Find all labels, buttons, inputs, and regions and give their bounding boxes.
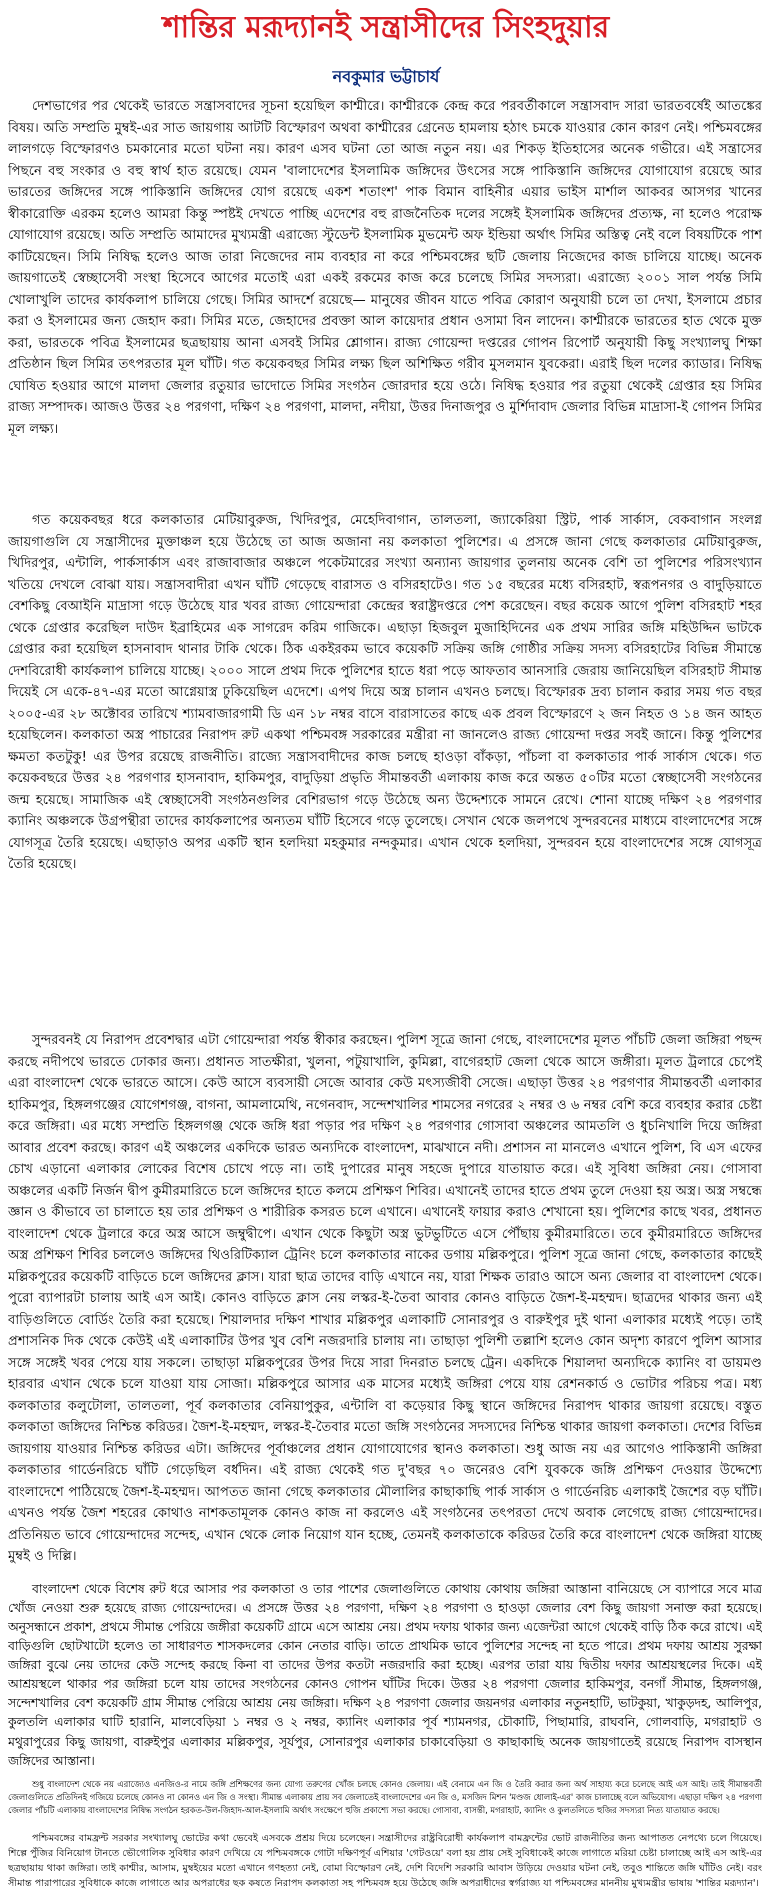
article-paragraph-6: পশ্চিমবঙ্গের বামফ্রন্ট সরকার সংখ্যালঘু ভোটের কথা ভেবেই এসবকে প্রশ্রয় দিয়ে চলেছেন। সন্ত্রাসীদের রাষ্ট্রবিরোধী কার্যকলাপ বামফ্রন্টের ভোট রাজনীতির জন্য আপাতত নেপথ্যে চলে গিয়েছে। শিল্পে পুঁজির বিনিয়োগ টানতে ভৌগোলিক সুবিধার কারণ দেখিয়ে যে পশ্চিমবঙ্গকে গোটা দক্ষিণপূর্ব এশিয়ার 'গেটওয়ে' বলা হয় প্রায় সেই সুবিধাকেই কাজে লাগাতে মরিয়া চেষ্টা চালাচ্ছে আই এস আই-এর ছত্রছায়ায় থাকা জঙ্গিরা। তাই কাশ্মীর, আসাম, মুম্বইয়ের মতো এখানে গণহত্যা নেই, বোমা বিস্ফোরণ নেই, দেশি বিদেশি সরকারি আবাস উড়িয়ে দেওয়ার ঘটনা নেই, তবুও শান্তিতে জঙ্গি ঘাঁটিও নেই। বরং সীমান্ত পারাপারের সুবিধাকে কাজে লাগাতে আর অপরাধের ছক কষতে নিরাপদ কলকাতা সহ পশ্চিমবঙ্গ হয়ে উঠেছে জঙ্গি অপরাধীদের স্বর্গরাজ্য যা পশ্চিমবঙ্গের মাননীয় মুখ্যমন্ত্রীর ভাষায় 'শান্তির মরূদ্যান'। — [8, 1833, 762, 1889]
article-paragraph-2: গত কয়েকবছর ধরে কলকাতার মেটিয়াবুরুজ, খিদিরপুর, মেহেদিবাগান, তালতলা, জ্যাকেরিয়া স্ট্রিট, পার্ক সার্কাস, বেকবাগান সংলগ্ন জায়গাগুলি যে সন্ত্রাসীদের মুক্তাঞ্চল হয়ে উঠেছে তা আজ অজানা নয় কলকাতা পুলিশের। এ প্রসঙ্গে জানা গেছে কলকাতার মেটিয়াবুরুজ, খিদিরপুর, এন্টালি, পার্কসার্কাস এবং রাজাবাজার অঞ্চলে পকেটমারের সংখ্যা অন্যান্য জায়গার তুলনায় অনেক বেশি তা পুলিশের পরিসংখ্যান খতিয়ে দেখলে বোঝা যায়। সন্ত্রাসবাদীরা এখন ঘাঁটি গেড়েছে বারাসত ও বসিরহাটেও। গত ১৫ বছরের মধ্যে বসিরহাট, স্বরূপনগর ও বাদুড়িয়াতে বেশকিছু বেআইনি মাদ্রাসা গড়ে উঠেছে যার খবর রাজ্য গোয়েন্দারা কেন্দ্রের স্বরাষ্ট্রদপ্তরে পেশ করেছেন। বছর কয়েক আগে পুলিশ বসিরহাট শহর থেকে গ্রেপ্তার করেছিল দাউদ ইব্রাহিমের এক সাগরেদ করিম গাজিকে। এছাড়া হিজবুল মুজাহিদিনের এক প্রথম সারির জঙ্গি মহিউদ্দিন ভাটকে গ্রেপ্তার করা হয়েছিল হাসনাবাদ থানার টাকি থেকে। ঠিক একইরকম ভাবে কয়েকটি সক্রিয় জঙ্গি গোষ্ঠীর সক্রিয় সদস্য বসিরহাটের বিভিন্ন সীমান্তে দেশবিরোধী কার্যকলাপ চালিয়ে যাচ্ছে। ২০০০ সালে প্রথম দিকে পুলিশের হাতে ধরা পড়ে আফতাব আনসারি জেরায় জানিয়েছিল বসিরহাট সীমান্ত দিয়েই সে একে-৪৭-এর মতো আগ্নেয়াস্ত্র ঢুকিয়েছিল এদেশে। এপথ দিয়ে অস্ত্র চালান এখনও চলছে। বিস্ফোরক দ্রব্য চালান করার সময় গত বছর ২০০৫-এর ২৮ অক্টোবর তারিখে শ্যামবাজারগামী ডি এন ১৮ নম্বর বাসে বারাসাতের কাছে এক প্রবল বিস্ফোরণে ২ জন নিহত ও ১৪ জন আহত হয়েছিলেন। কলকাতা অস্ত্র পাচারের নিরাপদ রুট একথা পশ্চিমবঙ্গ সরকারের মন্ত্রীরা না জানলেও রাজ্য গোয়েন্দা দপ্তর সবই জানে। কিন্তু পুলিশের ক্ষমতা কতটুকু! এর উপর রয়েছে রাজনীতি। রাজ্যে সন্ত্রাসবাদীদের কাজ চলছে হাওড়া বাঁকড়া, পাঁচলা বা কলকাতার পার্ক সার্কাস থেকে। গত কয়েকবছরে উত্তর ২৪ পরগণার হাসনাবাদ, হাকিমপুর, বাদুড়িয়া প্রভৃতি সীমান্তবর্তী এলাকায় কাজ করে অন্তত ৫০টির মতো স্বেচ্ছাসেবী সংগঠনের জন্ম হয়েছে। সামাজিক এই স্বেচ্ছাসেবী সংগঠনগুলির বেশিরভাগ গড়ে উঠেছে অন্য উদ্দেশ্যকে সামনে রেখে। শোনা যাচ্ছে দক্ষিণ ২৪ পরগণার ক্যানিং অঞ্চলকে উগ্রপন্থীরা তাদের কার্যকলাপের অন্যতম ঘাঁটি হিসেবে গড়ে তুলেছে। সেখান থেকে জলপথে সুন্দরবনের মাধ্যমে বাংলাদেশের সঙ্গে যোগসূত্র তৈরি হয়েছে। এছাড়াও অপর একটি স্থান হলদিয়া মহকুমার নন্দকুমার। এখান থেকে হলদিয়া, সুন্দরবন হয়ে বাংলাদেশের সঙ্গে যোগসূত্র তৈরি হয়েছে। — [8, 513, 762, 872]
article-byline: নবকুমার ভট্টাচার্য — [332, 67, 440, 86]
article-paragraph-1: দেশভাগের পর থেকেই ভারতে সন্ত্রাসবাদের সূচনা হয়েছিল কাশ্মীরে। কাশ্মীরকে কেন্দ্র করে পরবর্তীকালে সন্ত্রাসবাদ সারা ভারতবর্ষেই আতঙ্কের বিষয়। অতি সম্প্রতি মুম্বই-এর সাত জায়গায় আটটি বিস্ফোরণ অথবা কাশ্মীরের গ্রেনেড হামলায় হঠাৎ চমকে যাওয়ার কোন কারণ নেই। পশ্চিমবঙ্গের লালগড়ে বিস্ফোরণও চমকানোর মতো ঘটনা নয়। কারণ এসব ঘটনা তো আজ নতুন নয়। এর শিকড় ইতিহাসের অনেক গভীরে। এই সন্ত্রাসের পিছনে বহু সংকার ও বহু স্বার্থ হাত রয়েছে। যেমন 'বালাদেশের ইসলামিক জঙ্গিদের উৎসের সঙ্গে পাকিস্তানি জঙ্গিদের যোগাযোগ রয়েছে আর ভারতের জঙ্গিদের সঙ্গে পাকিস্তানি জঙ্গিদের যোগ রয়েছে একশ শতাংশ' পাক বিমান বাহিনীর এয়ার ভাইস মার্শাল আকবর আসগর খানের স্বীকারোক্তি এরকম হলেও আমরা কিন্তু স্পষ্টই দেখতে পাচ্ছি এদেশের বহু রাজনৈতিক দলের সঙ্গেই ইসলামিক জঙ্গিদের প্রত্যক্ষ, না হলেও পরোক্ষ যোগাযোগ রয়েছে। অতি সম্প্রতি আমাদের মুখ্যমন্ত্রী এরাজ্যে স্টুডেন্ট ইসলামিক মুভমেন্ট অফ ইন্ডিয়া অর্থাৎ সিমির অস্তিত্ব নেই বলে বিষয়টিকে পাশ কাটিয়েছেন। সিমি নিষিদ্ধ হলেও আজ তারা নিজেদের নাম ব্যবহার না করে পশ্চিমবঙ্গের ছটি জেলায় নিজেদের কাজ চালিয়ে যাচ্ছে। অনেক জায়গাতেই স্বেচ্ছাসেবী সংস্থা হিসেবে আগের মতোই এরা একই রকমের কাজ করে চলেছে সিমির সদস্যরা। এরাজ্যে ২০০১ সাল পর্যন্ত সিমি খোলাখুলি তাদের কার্যকলাপ চালিয়ে গেছে। সিমির আদর্শে রয়েছে— মানুষের জীবন যাতে পবিত্র কোরাণ অনুযায়ী চলে তা দেখা, ইসলামে প্রচার করা ও ইসলামের জন্য জেহাদ করা। সিমির মতে, জেহাদের প্রবক্তা আল কায়েদার প্রধান ওসামা বিন লাদেন। কাশ্মীরকে ভারতের হাত থেকে মুক্ত করা, ভারতকে পবিত্র ইসলামের ছত্রছায়ায় আনা এসবই সিমির শ্লোগান। রাজ্য গোয়েন্দা দপ্তরের গোপন রিপোর্ট অনুযায়ী কিছু সংখ্যালঘু শিক্ষা প্রতিষ্ঠান ছিল সিমির তৎপরতার মূল ঘাঁটি। গত কয়েকবছর সিমির লক্ষ্য ছিল অশিক্ষিত গরীব মুসলমান যুবকেরা। এরাই ছিল দলের ক্যাডার। নিষিদ্ধ ঘোষিত হওয়ার আগে মালদা জেলার রতুয়ার ভাদোতে সিমির সংগঠন জোরদার হয়ে ওঠে। নিষিদ্ধ হওয়ার পর রতুয়া থেকেই গ্রেপ্তার হয় সিমির রাজ্য সম্পাদক। আজও উত্তর ২৪ পরগণা, দক্ষিণ ২৪ পরগণা, মালদা, নদীয়া, উত্তর দিনাজপুর ও মুর্শিদাবাদ জেলার বিভিন্ন মাদ্রাসা-ই গোপন সিমির মূল লক্ষ্য। — [8, 99, 762, 437]
article-headline: শান্তির মরূদ্যানই সন্ত্রাসীদের সিংহদুয়ার — [162, 10, 610, 45]
article-paragraph-5: শুধু বাংলাদেশ থেকে নয় এরাজ্যেও এনজিও-র নামে জঙ্গি প্রশিক্ষণের জন্য যোগ্য তরুণের খোঁজ চলছে কোনও জেলায়। এই বেনামে এন জি ও তৈরি করার জন্য অর্থ সাহায্য করে চলেছে আই এস আই। তাই সীমান্তবর্তী জেলাগুলিতে প্রতিদিনই গজিয়ে চলেছে কোনও না কোনও এন জি ও সংস্থা। সীমান্ত এলাকায় প্রায় সব জেলাতেই বাংলাদেশের এন জি ও, মসজিদ মিশন 'মণ্ডজ ধোলাই-এর' কাজ চালাচ্ছে বলে অভিযোগ। এছাড়া দক্ষিণ ২৪ পরগণা জেলার পাঁচটি এলাকায় বাংলাদেশের নিষিদ্ধ সংগঠন হরকত-উল-জিহাদ-আল-ইসলামি অর্থাৎ সংক্ষেপে হুজি প্রকাশ্যে সভা করছে। গোসাবা, বাসন্তী, মগরাহাট, ক্যানিং ও কুলতলিতে হুজির সদস্যরা নিত্য যাতায়াত করছে। — [8, 1779, 762, 1816]
article-paragraph-4: বাংলাদেশ থেকে বিশেষ রুট ধরে আসার পর কলকাতা ও তার পাশের জেলাগুলিতে কোথায় কোথায় জঙ্গিরা আস্তানা বানিয়েছে সে ব্যাপারে সবে মাত্র খোঁজ নেওয়া শুরু হয়েছে রাজ্য গোয়েন্দাদের। এ প্রসঙ্গে উত্তর ২৪ পরগণা, দক্ষিণ ২৪ পরগণা ও হাওড়া জেলার বেশ কিছু জায়গা সনাক্ত করা হয়েছে। অনুসন্ধানে প্রকাশ, প্রথমে সীমান্ত পেরিয়ে জঙ্গীরা কয়েকটি গ্রামে এসে আশ্রয় নেয়। প্রথম দফায় থাকার জন্য এজেন্টরা আগে থেকেই বাড়ি ঠিক করে রাখে। এই বাড়িগুলি ছোটখাটো হলেও তা সাধারণত শাসকদলের কোন নেতার বাড়ি। তাতে প্রাথমিক ভাবে পুলিশের সন্দেহ না হতে পারে। প্রথম দফায় আশ্রয় সুরক্ষা জঙ্গিরা বুঝে নেয় তাদের কেউ সন্দেহ করছে কিনা বা তাদের উপর কতটা নজরদারি করা হচ্ছে। এরপর তারা যায় দ্বিতীয় দফার আশ্রয়স্থলের দিকে। এই আশ্রয়স্থলে থাকার পর জঙ্গিরা চলে যায় তাদের সংগঠনের কোনও গোপন ঘাঁটির দিকে। উত্তর ২৪ পরগণা জেলার হাকিমপুর, বনগাঁ সীমান্ত, হিঙ্গলগঞ্জ, সন্দেশখালির বেশ কয়েকটি গ্রাম সীমান্ত পেরিয়ে আশ্রয় নেয় জঙ্গিরা। দক্ষিণ ২৪ পরগণা জেলার জয়নগর এলাকার নতুনহাটি, ভাটকুয়া, খাকুড়দহ, আলিপুর, কুলতলি এলাকার ঘাটি হারানি, মালবেড়িয়া ১ নম্বর ও ২ নম্বর, ক্যানিং এলাকার পূর্ব শ্যামনগর, চৌকাটি, পিছামারি, রাঘবনি, গোলবাড়ি, মগরাহাট ও মথুরাপুরের কিছু জায়গা, বারুইপুর এলাকার মল্লিকপুর, সূর্যপুর, সোনারপুর এলাকার চাকাবেড়িয়া ও কাছাকাছি অনেক জায়গাতেই রয়েছে নিরাপদ বাসস্থান জঙ্গিদের আস্তানা। — [8, 1582, 762, 1768]
article-paragraph-3: সুন্দরবনই যে নিরাপদ প্রবেশদ্বার এটা গোয়েন্দারা পর্যন্ত স্বীকার করছেন। পুলিশ সূত্রে জানা গেছে, বাংলাদেশের মূলত পাঁচটি জেলা জঙ্গিরা পছন্দ করছে নদীপথে ভারতে ঢোকার জন্য। প্রধানত সাতক্ষীরা, খুলনা, পটুয়াখালি, কুমিল্লা, বাগেরহাট জেলা থেকে আসে জঙ্গীরা। মূলত ট্রলারে চেপেই এরা বাংলাদেশ থেকে ভারতে আসে। কেউ আসে ব্যবসায়ী সেজে আবার কেউ মৎস্যজীবী সেজে। এছাড়া উত্তর ২৪ পরগণার সীমান্তবর্তী এলাকার হাকিমপুর, হিঙ্গলগঞ্জের যোগেশগঞ্জ, বাগনা, আমলামেথি, নগেনবাদ, সন্দেশখালির শামসের নগরের ২ নম্বর ও ৬ নম্বর বেশি করে ব্যবহার করার চেষ্টা করে জঙ্গিরা। এর মধ্যে সম্প্রতি হিঙ্গলগঞ্জ থেকে জঙ্গি ধরা পড়ার পর দক্ষিণ ২৪ পরগণার গোসাবা অঞ্চলের আমতলি ও ধুচনিখালি দিয়ে জঙ্গিরা আবার প্রবেশ করছে। কারণ এই অঞ্চলের একদিকে ভারত অন্যদিকে বাংলাদেশ, মাঝখানে নদী। প্রশাসন না মানলেও এখানে পুলিশ, বি এস এফের চোখ এড়ানো এলাকার লোকের বিশেষ চোখে পড়ে না। তাই দুপারের মানুষ সহজে দুপারে যাতায়াত করে। এই সুবিধা জঙ্গিরা নেয়। গোসাবা অঞ্চলের একটি নির্জন দ্বীপ কুমীরমারিতে চলে জঙ্গিদের হাতে কলমে প্রশিক্ষণ শিবির। এখানেই তাদের হাতে প্রথম তুলে দেওয়া হয় অস্ত্র। অস্ত্র সম্বন্ধে জ্ঞান ও কীভাবে তা চালাতে হয় তার প্রশিক্ষণ ও শারীরিক কসরত চলে এখানে। এখানেই ফায়ার করাও শেখানো হয়। পুলিশের কাছে খবর, প্রধানত বাংলাদেশ থেকে ট্রলারে করে অস্ত্র আসে জম্বুদ্বীপে। এখান থেকে কিছুটা অস্ত্র ভুটভুটিতে এসে পৌঁছায় কুমীরমারিতে। তবে কুমীরমারিতে জঙ্গিদের অস্ত্র প্রশিক্ষণ শিবির চললেও জঙ্গিদের থিওরিটিক্যাল ট্রেনিং চলে কলকাতার নাকের ডগায় মল্লিকপুরে। পুলিশ সূত্রে জানা গেছে, কলকাতার কাছেই মল্লিকপুরের কয়েকটি বাড়িতে চলে জঙ্গিদের ক্লাস। যারা ছাত্র তাদের বাড়ি এখানে নয়, যারা শিক্ষক তারাও আসে অন্য জেলার বা বাংলাদেশ থেকে। পুরো ব্যাপারটা চালায় আই এস আই। কোনও বাড়িতে ক্লাস নেয় লস্কর-ই-তৈবা আবার কোনও বাড়িতে জৈশ-ই-মহম্মদ। ছাত্রদের থাকার জন্য এই বাড়িগুলিতে বোর্ডিং তৈরি করা হয়েছে। শিয়ালদার দক্ষিণ শাখার মল্লিকপুর এলাকাটি সোনারপুর ও বারুইপুর দুই থানা এলাকার মধ্যেই পড়ে। তাই প্রশাসনিক দিক থেকে কেউই এই এলাকাটির উপর খুব বেশি নজরদারি চালায় না। তাছাড়া পুলিশী তল্লাশি হলেও কোন অদৃশ্য কারণে পুলিশ আসার সঙ্গে সঙ্গেই খবর পেয়ে যায় সকলে। তাছাড়া মল্লিকপুরের উপর দিয়ে সারা দিনরাত চলছে ট্রেন। একদিকে শিয়ালদা অন্যদিকে ক্যানিং বা ডায়মণ্ড হারবার এখান থেকে চলে যাওয়া যায় সোজা। মল্লিকপুরে আসার এক মাসের মধ্যেই জঙ্গিরা পেয়ে যায় রেশনকার্ড ও ভোটার পরিচয় পত্র। মধ্য কলকাতার কলুটোলা, তালতলা, পূর্ব কলকাতার বেনিয়াপুকুর, এন্টালি বা কড়েয়ার কিছু স্থানে জঙ্গিদের নিরাপদ থাকার জায়গা রয়েছে। বস্তুত কলকাতা জঙ্গিদের নিশ্চিন্ত করিডর। জৈশ-ই-মহম্মদ, লস্কর-ই-তৈবার মতো জঙ্গি সংগঠনের সদস্যদের নিশ্চিন্ত থাকার জায়গা কলকাতা। দেশের বিভিন্ন জায়গায় যাওয়ার নিশ্চিন্ত করিডর এটা। জঙ্গিদের পূর্বাঞ্চলের প্রধান যোগাযোগের স্থানও কলকাতা। শুধু আজ নয় এর আগেও পাকিস্তানী জঙ্গিরা কলকাতার গার্ডেনরিচে ঘাঁটি গেড়েছিল বর্ধদিন। এই রাজ্য থেকেই গত দু'বছর ৭০ জনেরও বেশি যুবককে জঙ্গি প্রশিক্ষণ দেওয়ার উদ্দেশ্যে বাংলাদেশে পাঠিয়েছে জৈশ-ই-মহম্মদ। আপতত জানা গেছে কলকাতার মৌলালির কাছাকাছি পার্ক সার্কাস ও গার্ডেনরিচ এলাকাই জৈশের বড় ঘাঁটি। এখনও পর্যন্ত জৈশ শহরের কোথাও নাশকতামূলক কোনও কাজ না করলেও এই সংগঠনের তৎপরতা দেখে অবাক লেগেছে রাজ্য গোয়েন্দাদের। প্রতিনিয়ত ভাবে গোয়েন্দাদের সন্দেহ, এখান থেকে লোক নিয়োগ যান হচ্ছে, তেমনই কলকাতাকে করিডর তৈরি করে বাংলাদেশ থেকে জঙ্গিরা যাচ্ছে মুম্বই ও দিল্লি। — [8, 1033, 762, 1564]
